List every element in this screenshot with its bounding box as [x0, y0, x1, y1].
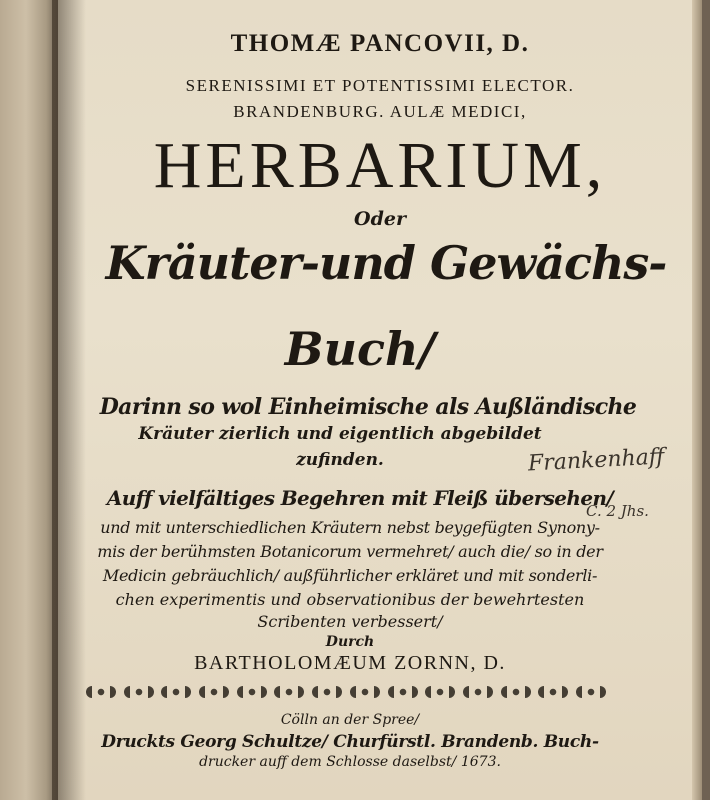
author-line: THOMÆ PANCOVII, D. — [230, 30, 530, 57]
ornament-icon — [274, 686, 304, 698]
ornament-icon — [199, 686, 229, 698]
rank-line-2: BRANDENBURG. AULÆ MEDICI, — [233, 102, 527, 121]
oder-word: Oder — [354, 208, 406, 230]
imprint-line-3: drucker auff dem Schlosse daselbst/ 1673. — [199, 754, 501, 770]
ornament-icon — [576, 686, 606, 698]
body-line-2: und mit unterschiedlichen Kräutern nebst beygefügten Synony- — [100, 518, 600, 537]
ornament-icon — [161, 686, 191, 698]
imprint-line-2: Druckts Georg Schultze/ Churfürstl. Brandenb. Buch- — [101, 732, 599, 752]
ornament-icon — [425, 686, 455, 698]
subtitle-line-2: Buch/ — [284, 322, 436, 376]
editor-name: BARTHOLOMÆUM ZORNN, D. — [194, 652, 506, 674]
main-title: HERBARIUM, — [153, 129, 607, 202]
ornament-icon — [463, 686, 493, 698]
imprint-line-1: Cölln an der Spree/ — [280, 712, 420, 728]
body-line-5: chen experimentis und observationibus der bewehrtesten — [115, 590, 585, 609]
description-line-2: Kräuter zierlich und eigentlich abgebildet — [138, 424, 542, 444]
ornament-row — [86, 684, 606, 700]
rank-line-1: SERENISSIMI ET POTENTISSIMI ELECTOR. — [185, 76, 575, 95]
body-line-3: mis der berühmsten Botanicorum vermehret/ auch die/ so in der — [97, 542, 603, 561]
description-line-3: zufinden. — [296, 450, 384, 470]
title-page — [58, 0, 702, 800]
ornament-icon — [388, 686, 418, 698]
ornament-icon — [312, 686, 342, 698]
ornament-icon — [538, 686, 568, 698]
description-line-1: Darinn so wol Einheimische als Außländische — [99, 394, 637, 420]
body-line-1: Auff vielfältiges Begehren mit Fleiß übersehen/ — [106, 486, 614, 510]
handwritten-signature: Frankenhaff — [527, 444, 666, 477]
ornament-icon — [86, 686, 116, 698]
handwritten-note: C. 2 Jhs. — [586, 502, 649, 520]
ornament-icon — [350, 686, 380, 698]
body-line-6: Scribenten verbessert/ — [257, 612, 443, 631]
durch-word: Durch — [325, 634, 375, 650]
ornament-icon — [124, 686, 154, 698]
ornament-icon — [237, 686, 267, 698]
spine-shadow — [52, 0, 86, 800]
ornament-icon — [501, 686, 531, 698]
body-line-4: Medicin gebräuchlich/ außführlicher erkläret und mit sonderli- — [102, 566, 598, 585]
subtitle-line-1: Kräuter-und Gewächs- — [105, 236, 667, 290]
